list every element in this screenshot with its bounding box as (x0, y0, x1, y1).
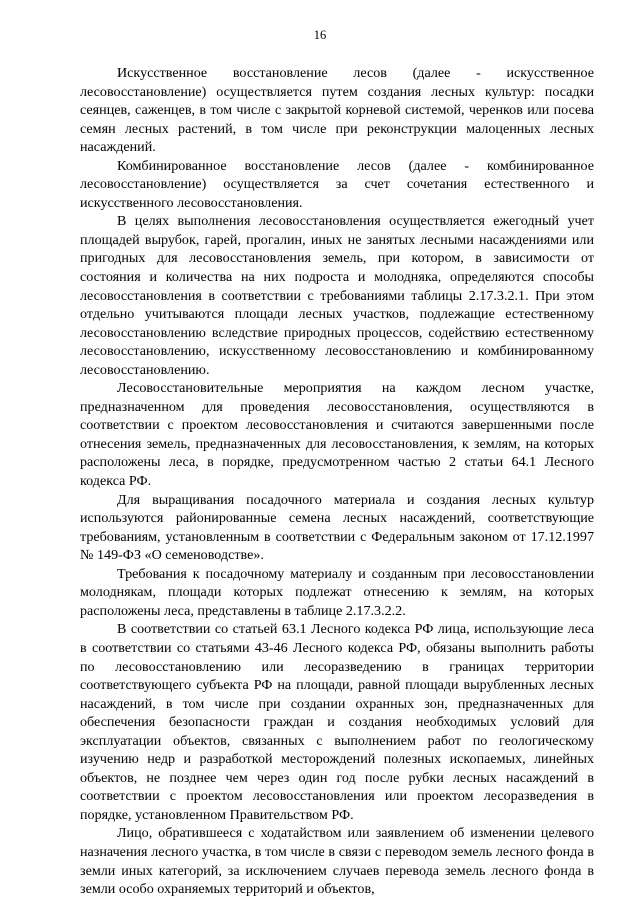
paragraph-artificial-reforestation: Искусственное восстановление лесов (далее - искусственное лесовосстановление) осуществляется путем создания лесных культур: посадки сеянцев, саженцев, в том числе с закрытой корневой системой, черенков или посева семян лесных растений, в том числе при реконструкции малоценных лесных насаждений. (80, 65, 594, 156)
paragraph-article-63-1: В соответствии со статьей 63.1 Лесного кодекса РФ лица, использующие леса в соответствии со статьями 43-46 Лесного кодекса РФ, обязаны выполнить работы по лесовосстановлению или лесоразведению в границах территории соответствующего субъекта РФ на площади, равной площади вырубленных лесных насаждений, в том числе при создании охранных зон, предназначенных для обеспечения безопасности граждан и создания необходимых условий для эксплуатации объектов, связанных с выполнением работ по геологическому изучению недр и разработкой месторождений полезных ископаемых, линейных объектов, не позднее чем через один год после рубки лесных насаждений в соответствии с проектом лесовосстановления или проектом лесоразведения в порядке, установленном Правительством РФ. (80, 621, 594, 823)
paragraph-combined-reforestation: Комбинированное восстановление лесов (далее - комбинированное лесовосстановление) осуществляется за счет сочетания естественного и искусственного лесовосстановления. (80, 157, 594, 211)
document-body (80, 64, 594, 899)
paragraph-land-purpose-change: Лицо, обратившееся с ходатайством или заявлением об изменении целевого назначения лесного участка, в том числе в связи с переводом земель лесного фонда в земли иных категорий, за исключением случаев перевода земель лесного фонда в земли особо охраняемых территорий и объектов, (80, 825, 594, 898)
paragraph-reforestation-measures: Лесовосстановительные мероприятия на каждом лесном участке, предназначенном для проведения лесовосстановления, осуществляются в соответствии с проектом лесовосстановления и считаются завершенными после отнесения земель, предназначенных для лесовосстановления, к землям, на которых расположены леса, в порядке, предусмотренном частью 2 статьи 64.1 Лесного кодекса РФ. (80, 380, 594, 490)
paragraph-annual-accounting: В целях выполнения лесовосстановления осуществляется ежегодный учет площадей вырубок, гарей, прогалин, иных не занятых лесными насаждениями или пригодных для лесовосстановления земель, при котором, в зависимости от состояния и количества на них подроста и молодняка, определяются способы лесовосстановления в соответствии с требованиями таблицы 2.17.3.2.1. При этом отдельно учитываются площади лесных участков, подлежащие естественному лесовосстановлению вследствие природных процессов, содействию естественному лесовосстановлению, искусственному лесовосстановлению и комбинированному лесовосстановлению. (80, 213, 594, 378)
page-number: 16 (313, 28, 327, 42)
paragraph-requirements-table: Требования к посадочному материалу и созданным при лесовосстановлении молоднякам, площади которых подлежат отнесению к землям, на которых расположены леса, представлены в таблице 2.17.3.2.2. (80, 565, 594, 619)
paragraph-planting-material: Для выращивания посадочного материала и создания лесных культур используются районированные семена лесных насаждений, соответствующие требованиям, установленным в соответствии с Федеральным законом от 17.12.1997 № 149-ФЗ «О семеноводстве». (80, 491, 594, 564)
